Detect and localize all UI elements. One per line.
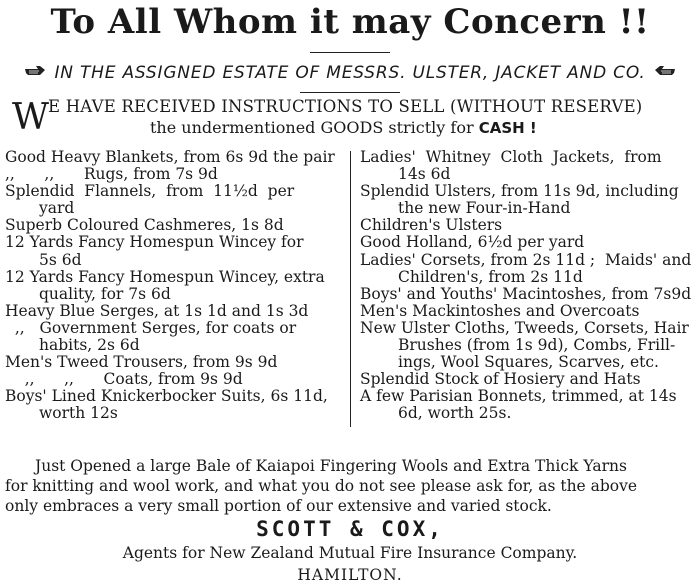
goods-item-line: 12 Yards Fancy Homespun Wincey, extra <box>5 267 325 286</box>
estate-text: IN THE ASSIGNED ESTATE OF MESSRS. ULSTER, JACKET AND CO. <box>54 63 646 83</box>
left-goods-column <box>5 149 345 423</box>
cash-emphasis: CASH ! <box>478 119 537 137</box>
goods-item-line: ,, Government Serges, for coats or <box>5 318 297 337</box>
goods-item-continuation: ings, Wool Squares, Scarves, etc. <box>398 353 659 372</box>
goods-item <box>5 371 345 388</box>
goods-item-continuation: 14s 6d <box>398 165 451 184</box>
firm-name: SCOTT & COX, <box>256 517 444 541</box>
right-goods-column <box>360 149 696 423</box>
goods-item-line: Boys' Lined Knickerbocker Suits, 6s 11d, <box>5 387 328 406</box>
goods-item <box>360 371 696 388</box>
goods-item-line: Splendid Stock of Hosiery and Hats <box>360 370 641 389</box>
goods-item <box>360 234 696 251</box>
goods-item <box>360 217 696 234</box>
pointing-hand-icon <box>654 65 676 81</box>
pointing-hand-icon <box>24 65 46 81</box>
intro-text: the undermentioned GOODS strictly for <box>150 118 479 137</box>
goods-item-line: Ladies' Whitney Cloth Jackets, from <box>360 148 662 166</box>
goods-item-continuation: quality, for 7s 6d <box>39 284 171 303</box>
goods-item <box>360 303 696 320</box>
goods-item-line: Boys' and Youths' Macintoshes, from 7s9d <box>360 284 692 303</box>
goods-item <box>360 149 696 183</box>
goods-item <box>5 234 345 268</box>
closing-line: Just Opened a large Bale of Kaiapoi Fingering Wools and Extra Thick Yarns <box>35 457 627 475</box>
goods-item <box>5 149 345 166</box>
goods-item <box>360 388 696 422</box>
goods-item <box>360 252 696 286</box>
headline: To All Whom it may Concern !! <box>50 2 650 42</box>
place-name: HAMILTON. <box>297 566 403 584</box>
goods-item <box>5 269 345 303</box>
goods-item-line: Heavy Blue Serges, at 1s 1d and 1s 3d <box>5 301 309 320</box>
goods-item <box>360 320 696 371</box>
goods-item-continuation: yard <box>39 199 75 218</box>
goods-item-line: Superb Coloured Cashmeres, 1s 8d <box>5 216 284 235</box>
goods-item-continuation: Children's, from 2s 11d <box>398 267 583 286</box>
goods-item <box>5 217 345 234</box>
goods-item <box>360 183 696 217</box>
goods-item-line: New Ulster Cloths, Tweeds, Corsets, Hair <box>360 318 689 337</box>
divider-rule <box>310 52 390 53</box>
agents-line: Agents for New Zealand Mutual Fire Insurance Company. <box>122 544 578 562</box>
goods-item-line: A few Parisian Bonnets, trimmed, at 14s <box>360 387 677 406</box>
goods-item-line: Ladies' Corsets, from 2s 11d ; Maids' and <box>360 250 692 269</box>
goods-item-line: Splendid Ulsters, from 11s 9d, including <box>360 182 679 201</box>
goods-item-continuation: the new Four-in-Hand <box>398 199 571 218</box>
closing-line: only embraces a very small portion of our extensive and varied stock. <box>5 497 552 515</box>
goods-item <box>5 166 345 183</box>
estate-line <box>0 60 700 86</box>
goods-item-continuation: worth 12s <box>39 404 118 423</box>
column-divider <box>350 151 351 427</box>
divider-rule <box>300 92 400 93</box>
goods-item-line: Splendid Flannels, from 11½d per <box>5 182 295 201</box>
goods-item-line: 12 Yards Fancy Homespun Wincey for <box>5 233 304 252</box>
intro-line <box>150 117 670 139</box>
goods-item-line: Children's Ulsters <box>360 216 503 235</box>
closing-paragraph <box>5 456 695 516</box>
goods-item-line: Good Heavy Blankets, from 6s 9d the pair <box>5 148 335 166</box>
goods-item <box>5 388 345 422</box>
goods-item <box>360 286 696 303</box>
goods-item-line: ,, ,, Coats, from 9s 9d <box>5 370 243 389</box>
goods-item-continuation: 6d, worth 25s. <box>398 404 512 423</box>
goods-item <box>5 354 345 371</box>
goods-item-line: Men's Mackintoshes and Overcoats <box>360 301 640 320</box>
intro-line: E HAVE RECEIVED INSTRUCTIONS TO SELL (WITHOUT RESERVE) <box>48 97 643 116</box>
goods-item-continuation: Brushes (from 1s 9d), Combs, Frill- <box>398 336 676 355</box>
closing-line: for knitting and wool work, and what you do not see please ask for, as the above <box>5 477 638 495</box>
goods-item-line: ,, ,, Rugs, from 7s 9d <box>5 165 218 184</box>
goods-item <box>5 183 345 217</box>
goods-item-line: Good Holland, 6½d per yard <box>360 233 585 252</box>
goods-item-line: Men's Tweed Trousers, from 9s 9d <box>5 353 278 372</box>
goods-item <box>5 320 345 354</box>
goods-item-continuation: 5s 6d <box>39 250 82 269</box>
goods-item-continuation: habits, 2s 6d <box>39 336 140 355</box>
drop-cap: W <box>12 97 50 138</box>
goods-item <box>5 303 345 320</box>
